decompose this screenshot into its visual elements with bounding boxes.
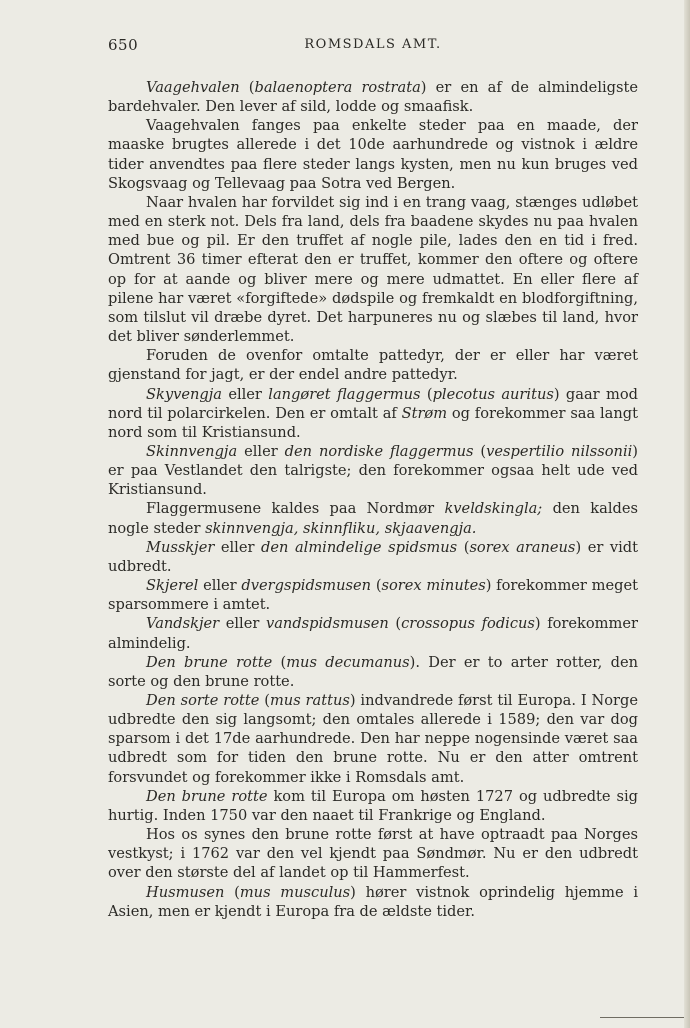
text-run: eller xyxy=(198,577,242,595)
text-run: ) er en af de almindeligste bardehvaler. Den lever af sild, lodde og smaafisk. xyxy=(108,79,638,116)
text-run: Foruden de ovenfor omtalte pattedyr, der er eller har været gjenstand for jagt, er der endel andre pattedyr. xyxy=(108,347,638,384)
text-run: ) forekommer meget sparsommere i amtet. xyxy=(108,577,638,614)
italic-term: vespertilio nilssonii xyxy=(486,442,633,460)
text-run: ) forekommer almindelig. xyxy=(108,615,638,652)
paragraph xyxy=(108,499,638,537)
text-run: ). Der er to arter rotter, den sorte og den brune rotte. xyxy=(108,653,638,690)
italic-term: den almindelige spidsmus xyxy=(261,538,458,556)
text-run: ( xyxy=(272,653,287,671)
text-run: ( xyxy=(259,692,270,709)
italic-term: sorex araneus xyxy=(469,538,576,556)
text-run: ( xyxy=(224,883,240,901)
italic-term: crossopus fodicus xyxy=(401,615,535,633)
italic-term: mus musculus xyxy=(239,883,351,901)
text-run: ( xyxy=(457,538,470,556)
paragraph xyxy=(108,614,638,652)
italic-term: Skyvengja xyxy=(146,385,222,403)
text-run: Vaagehvalen fanges paa enkelte steder paa en maade, der maaske brugtes allerede i det 10de aarhundrede og vistnok i ældre tider anvendtes paa flere steder langs kysten, men nu kun bruges ved Skogsvaag og Tellevaag paa Sotra ved Bergen. xyxy=(108,117,638,192)
text-run: eller xyxy=(214,538,262,556)
paragraph xyxy=(108,116,638,193)
paragraph xyxy=(108,538,638,576)
text-run: eller xyxy=(221,385,269,403)
page-edge xyxy=(684,0,690,1028)
text-run: eller xyxy=(237,442,285,460)
text-run: ) gaar mod nord til polarcirkelen. Den er omtalt af xyxy=(108,385,638,422)
text-run: ( xyxy=(239,79,255,96)
paragraph xyxy=(108,442,638,499)
body-text xyxy=(108,78,638,921)
italic-term: Strøm xyxy=(401,404,448,422)
italic-term: langøret flaggermus xyxy=(268,385,421,403)
italic-term: vandspidsmusen xyxy=(265,615,389,633)
italic-term: Den brune rotte xyxy=(146,653,273,671)
text-run: eller xyxy=(219,615,266,633)
italic-term: Musskjer xyxy=(146,538,215,556)
paragraph xyxy=(108,787,638,825)
paragraph xyxy=(108,78,638,116)
italic-term: Skjerel xyxy=(146,577,199,595)
text-run: ) er vidt udbredt. xyxy=(108,538,638,575)
text-run: ( xyxy=(473,442,487,460)
italic-term: Vandskjer xyxy=(146,615,220,633)
paragraph xyxy=(108,825,638,882)
text-run: Hos os synes den brune rotte først at have optraadt paa Norges vestkyst; i 1762 var den vel kjendt paa Søndmør. Nu er den udbredt over den største del af landet op til Hammerfest. xyxy=(108,826,638,882)
italic-term: den nordiske flaggermus xyxy=(284,442,474,460)
text-run: ) er paa Vestlandet den talrigste; den forekommer ogsaa helt ude ved Kristiansund. xyxy=(108,442,638,499)
italic-term: plecotus auritus xyxy=(432,385,554,403)
paragraph xyxy=(108,193,638,346)
italic-term: mus rattus xyxy=(269,692,350,709)
text-run: Flaggermusene kaldes paa Nordmør xyxy=(146,500,445,518)
paragraph xyxy=(108,883,638,921)
italic-term: Husmusen xyxy=(146,883,225,901)
text-run: ( xyxy=(388,615,402,633)
text-run: og forekommer saa langt nord som til Kristiansund. xyxy=(108,404,638,441)
paragraph xyxy=(108,346,638,384)
italic-term: skinnvengja, skinnfliku, skjaavengja. xyxy=(205,519,477,537)
text-run: ) hører vistnok oprindelig hjemme i Asien, men er kjendt i Europa fra de ældste tider. xyxy=(108,883,638,920)
italic-term: Den brune rotte xyxy=(146,787,268,805)
text-run: ( xyxy=(420,385,433,403)
running-title: ROMSDALS AMT. xyxy=(304,37,442,52)
text-run: ) indvandrede først til Europa. I Norge udbredte den sig langsomt; den omtales allerede i 1589; den var dog sparsom i det 17de aarhundrede. Den har neppe nogensinde været saa udbredt som for tiden den brune rotte. Nu er den atter omtrent forsvundet og forekommer ikke i Romsdals amt. xyxy=(108,692,638,786)
page-number: 650 xyxy=(108,36,139,54)
italic-term: sorex minutes xyxy=(381,577,486,595)
paragraph xyxy=(108,576,638,614)
italic-term: Skinnvengja xyxy=(146,442,238,460)
text-run: ( xyxy=(371,577,382,595)
italic-term: kveldskingla; xyxy=(444,500,543,518)
paragraph xyxy=(108,653,638,691)
italic-term: dvergspidsmusen xyxy=(241,577,372,595)
page-header xyxy=(108,36,638,58)
text-run: den kaldes nogle steder xyxy=(108,500,638,537)
page-bottom-rule xyxy=(600,1017,684,1018)
text-run: kom til Europa om høsten 1727 og udbredte sig hurtig. Inden 1750 var den naaet til Frankrige og England. xyxy=(108,787,638,824)
paragraph xyxy=(108,385,638,442)
italic-term: balaenoptera rostrata xyxy=(254,79,421,96)
italic-term: Vaagehvalen xyxy=(146,79,240,96)
italic-term: mus decumanus xyxy=(286,653,410,671)
italic-term: Den sorte rotte xyxy=(146,692,260,709)
paragraph xyxy=(108,691,638,787)
text-run: Naar hvalen har forvildet sig ind i en trang vaag, stænges udløbet med en sterk not. Dels fra land, dels fra baadene skydes nu paa hvalen med bue og pil. Er den truffet af nogle pile, lades den en tid i fred. Omtrent 36 timer efterat den er truffet, kommer den oftere og oftere op for at aande og bliver mere og mere udmattet. En eller flere af pilene har været «forgiftede» dødspile og fremkaldt en blodforgiftning, som tilslut vil dræbe dyret. Det harpuneres nu og slæbes til land, hvor det bliver sønderlemmet. xyxy=(108,193,638,346)
